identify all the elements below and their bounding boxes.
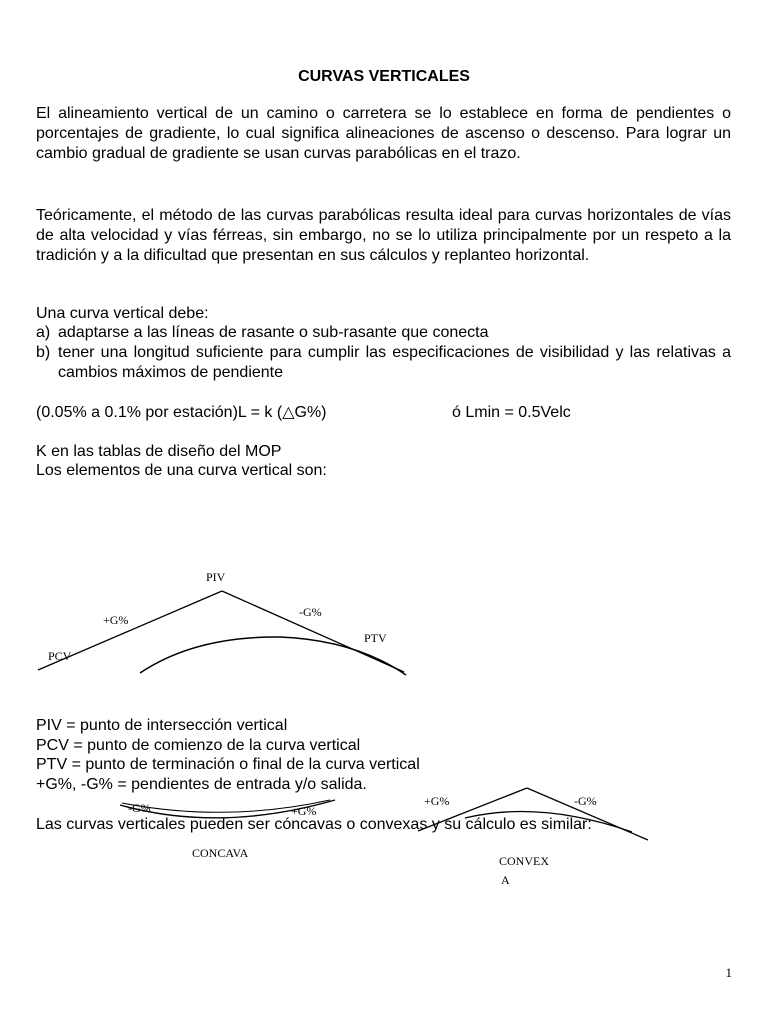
piv-label: PIV bbox=[206, 570, 226, 584]
paragraph-2: Teóricamente, el método de las curvas parabólicas resulta ideal para curvas horizontales de vías de alta velocidad y vías férreas, sin embargo, no se lo utiliza principalmente por un respeto a la tradición y a la dificultad que presentan en sus cálculos y replanteo horizontal. bbox=[36, 207, 731, 264]
list-marker: b) bbox=[36, 344, 51, 361]
curve-types-diagram bbox=[0, 770, 768, 900]
definition-ptv: PTV = punto de terminación o final de la curva vertical bbox=[36, 756, 420, 773]
page-number: 1 bbox=[725, 965, 732, 980]
concave-grade-out-label: +G% bbox=[291, 804, 317, 818]
formula-right: ó Lmin = 0.5Velc bbox=[452, 404, 571, 421]
definition-piv: PIV = punto de intersección vertical bbox=[36, 717, 288, 734]
vertical-curve-diagram bbox=[0, 560, 768, 690]
requirements-intro: Una curva vertical debe: bbox=[36, 305, 209, 322]
convex-label-line1: CONVEX bbox=[499, 854, 549, 868]
pcv-label: PCV bbox=[48, 649, 72, 663]
convex-grade-out-label: -G% bbox=[574, 794, 597, 808]
concave-label: CONCAVA bbox=[192, 846, 249, 860]
elements-intro: Los elementos de una curva vertical son: bbox=[36, 462, 327, 479]
formula-left: (0.05% a 0.1% por estación)L = k (△G%) bbox=[36, 404, 327, 421]
definition-pcv: PCV = punto de comienzo de la curva vertical bbox=[36, 737, 361, 754]
mop-line: K en las tablas de diseño del MOP bbox=[36, 443, 282, 460]
page-title: CURVAS VERTICALES bbox=[298, 68, 470, 85]
list-marker: a) bbox=[36, 324, 51, 341]
convex-label-line2: A bbox=[501, 873, 510, 887]
list-item-text: tener una longitud suficiente para cumplir las especificaciones de visibilidad y las relativas a cambios máximos de pendiente bbox=[58, 344, 731, 381]
ptv-label: PTV bbox=[364, 631, 387, 645]
grade-in-label: +G% bbox=[103, 613, 129, 627]
paragraph-1: El alineamiento vertical de un camino o carretera se lo establece en forma de pendientes o porcentajes de gradiente, lo cual significa alineaciones de ascenso o descenso. Para lograr un cambio gradual de gradiente se usan curvas parabólicas en el trazo. bbox=[36, 105, 731, 162]
list-item-b bbox=[36, 343, 731, 383]
list-item-a bbox=[36, 323, 731, 343]
grade-out-label: -G% bbox=[299, 605, 322, 619]
concave-grade-in-label: -G% bbox=[128, 801, 151, 815]
convex-grade-in-label: +G% bbox=[424, 794, 450, 808]
list-item-text: adaptarse a las líneas de rasante o sub-rasante que conecta bbox=[58, 324, 489, 341]
closing-line: Las curvas verticales pueden ser cóncavas o convexas y su cálculo es similar: bbox=[36, 816, 592, 833]
definition-grades: +G%, -G% = pendientes de entrada y/o salida. bbox=[36, 776, 367, 793]
